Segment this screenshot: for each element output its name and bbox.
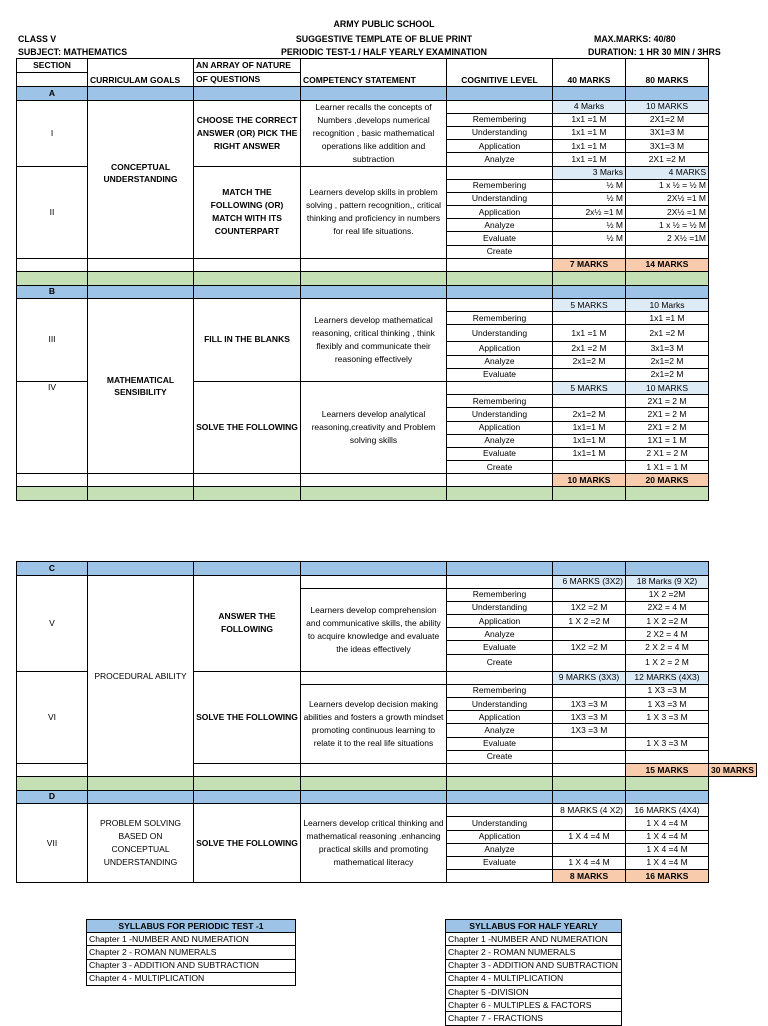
marks-80: 1 X 3 =3 M [626, 737, 709, 750]
cognitive-level: Create [447, 245, 553, 258]
template-title: SUGGESTIVE TEMPLATE OF BLUE PRINT [295, 34, 473, 44]
marks-40: 1X3 =3 M [553, 698, 626, 711]
marks-80: 3X1=3 M [626, 140, 709, 153]
cognitive-level: Remembering [447, 113, 553, 126]
marks-40 [553, 628, 626, 641]
cognitive-level: Application [447, 342, 553, 355]
marks-80-header: 18 Marks (9 X2) [626, 575, 709, 588]
cognitive-level: Application [447, 830, 553, 843]
marks-80-header: 10 Marks [626, 299, 709, 312]
section-c-label: C [17, 562, 88, 576]
competency-statement: Learners develop comprehension and communicative skills, the ability to acquire knowledge and evaluate the ideas effectively [301, 588, 447, 671]
section-b-total-80: 20 MARKS [626, 474, 709, 487]
marks-40: 1X2 =2 M [553, 601, 626, 614]
marks-40-header: 3 Marks [553, 166, 626, 179]
school-name: ARMY PUBLIC SCHOOL [333, 19, 435, 29]
marks-40: 1 X 2 =2 M [553, 615, 626, 628]
blueprint-table-ab [16, 58, 709, 501]
marks-40: ½ M [553, 232, 626, 245]
marks-80-header: 4 MARKS [626, 166, 709, 179]
cognitive-level: Understanding [447, 126, 553, 139]
marks-40-header: 9 MARKS (3X3) [553, 671, 626, 684]
syllabus-item: Chapter 2 - ROMAN NUMERALS [87, 946, 296, 959]
marks-80: 2X1 = 2 M [626, 395, 709, 408]
marks-40 [553, 245, 626, 258]
marks-40: 2x1=2 M [553, 408, 626, 421]
syllabus-item: Chapter 1 -NUMBER AND NUMERATION [87, 933, 296, 946]
question-nature: SOLVE THE FOLLOWING [194, 804, 301, 883]
syllabus-title: SYLLABUS FOR PERIODIC TEST -1 [87, 920, 296, 933]
marks-80: 1 x ½ = ½ M [626, 179, 709, 192]
marks-80: 1x1 =1 M [626, 312, 709, 325]
cognitive-level: Remembering [447, 395, 553, 408]
cognitive-level: Evaluate [447, 737, 553, 750]
marks-40 [553, 750, 626, 763]
marks-40: 1X2 =2 M [553, 641, 626, 654]
question-nature: SOLVE THE FOLLOWING [194, 671, 301, 763]
section-b-label: B [17, 285, 88, 299]
marks-40 [553, 843, 626, 856]
marks-80: 2x1=2 M [626, 355, 709, 368]
syllabus-item: Chapter 2 - ROMAN NUMERALS [446, 946, 622, 959]
col-array-line2: OF QUESTIONS [194, 73, 301, 87]
marks-40: 1x1=1 M [553, 434, 626, 447]
cognitive-level: Evaluate [447, 368, 553, 381]
marks-80: 3x1=3 M [626, 342, 709, 355]
marks-80: 2X½ =1 M [626, 192, 709, 205]
col-array-line1: AN ARRAY OF NATURE [194, 59, 301, 73]
marks-80: 2X2 = 4 M [626, 601, 709, 614]
cognitive-level: Evaluate [447, 641, 553, 654]
cognitive-level: Evaluate [447, 232, 553, 245]
marks-80: 1 X1 = 1 M [626, 461, 709, 474]
cognitive-level: Create [447, 654, 553, 671]
marks-40: ½ M [553, 192, 626, 205]
syllabus-half-yearly [445, 919, 622, 1026]
marks-80 [626, 724, 709, 737]
syllabus-title: SYLLABUS FOR HALF YEARLY [446, 920, 622, 933]
cognitive-level: Analyze [447, 843, 553, 856]
curricular-goal: PROBLEM SOLVING BASED ON CONCEPTUAL UNDERSTANDING [88, 804, 194, 883]
marks-80-header: 16 MARKS (4X4) [626, 804, 709, 817]
marks-40-header: 5 MARKS [553, 299, 626, 312]
question-nature: FILL IN THE BLANKS [194, 299, 301, 382]
cognitive-level: Analyze [447, 219, 553, 232]
marks-80: 2x1 =2 M [626, 325, 709, 342]
marks-40-header: 5 MARKS [553, 381, 626, 394]
marks-80: 1 x ½ = ½ M [626, 219, 709, 232]
cognitive-level: Understanding [447, 817, 553, 830]
marks-80: 1 X 4 =4 M [626, 843, 709, 856]
marks-80: 2X½ =1 M [626, 206, 709, 219]
col-cognitive: COGNITIVE LEVEL [447, 59, 553, 87]
question-number: I [17, 100, 88, 166]
competency-statement: Learners develop mathematical reasoning, critical thinking , think flexibly and communicate their reasoning effectively [301, 299, 447, 382]
marks-80: 1 X 3 =3 M [626, 711, 709, 724]
marks-40 [553, 737, 626, 750]
marks-80-header: 10 MARKS [626, 381, 709, 394]
section-d-total-80: 16 MARKS [626, 870, 709, 883]
question-number: III [17, 299, 88, 382]
marks-80: 2 X 2 = 4 M [626, 641, 709, 654]
marks-80: 1X1 = 1 M [626, 434, 709, 447]
section-d-label: D [17, 790, 88, 804]
competency-statement: Learners develop decision making abilities and fosters a growth mindset promoting continuous learning to relate it to the real life situations [301, 684, 447, 763]
cognitive-level: Remembering [447, 179, 553, 192]
question-nature: ANSWER THE FOLLOWING [194, 575, 301, 671]
section-c-total-80: 30 MARKS [709, 763, 757, 776]
cognitive-level: Understanding [447, 325, 553, 342]
marks-40: ½ M [553, 219, 626, 232]
competency-statement: Learner recalls the concepts of Numbers ,develops numerical recognition , basic mathematical operations like addition and subtraction [301, 100, 447, 166]
cognitive-level: Evaluate [447, 447, 553, 460]
cognitive-level: Application [447, 711, 553, 724]
cognitive-level: Application [447, 421, 553, 434]
competency-statement: Learners develop analytical reasoning,creativity and Problem solving skills [301, 381, 447, 473]
cognitive-level: Understanding [447, 192, 553, 205]
curricular-goal: CONCEPTUAL UNDERSTANDING [88, 100, 194, 258]
cognitive-level: Create [447, 461, 553, 474]
marks-80: 1 X 4 =4 M [626, 856, 709, 869]
marks-80: 1 X3 =3 M [626, 698, 709, 711]
marks-40-header: 6 MARKS (3X2) [553, 575, 626, 588]
cognitive-level: Application [447, 615, 553, 628]
cognitive-level: Remembering [447, 312, 553, 325]
section-a-label: A [17, 87, 88, 101]
question-number: IV [17, 381, 88, 473]
section-a-total-40: 7 MARKS [553, 258, 626, 271]
question-number: V [17, 575, 88, 671]
marks-40: 2x1 =2 M [553, 342, 626, 355]
marks-80: 1 X3 =3 M [626, 684, 709, 697]
section-d-total-40: 8 MARKS [553, 870, 626, 883]
syllabus-periodic-test [86, 919, 296, 986]
syllabus-item: Chapter 3 - ADDITION AND SUBTRACTION [446, 959, 622, 972]
marks-40: 1x1 =1 M [553, 140, 626, 153]
marks-80-header: 10 MARKS [626, 100, 709, 113]
cognitive-level: Understanding [447, 698, 553, 711]
question-number: II [17, 166, 88, 258]
marks-40: 1x1 =1 M [553, 153, 626, 166]
marks-40 [553, 588, 626, 601]
marks-80: 3X1=3 M [626, 126, 709, 139]
marks-40: 1x1=1 M [553, 447, 626, 460]
marks-80: 1 X 4 =4 M [626, 830, 709, 843]
marks-80: 1 X 2 = 2 M [626, 654, 709, 671]
marks-40: 1x1 =1 M [553, 126, 626, 139]
marks-80 [626, 750, 709, 763]
cognitive-level: Remembering [447, 684, 553, 697]
subject-label: SUBJECT: MATHEMATICS [18, 47, 128, 57]
marks-40: 2x½ =1 M [553, 206, 626, 219]
marks-40: 1x1 =1 M [553, 113, 626, 126]
competency-statement: Learners develop skills in problem solving , pattern recognition,, critical thinking and proficiency in numbers for real life situations. [301, 166, 447, 258]
cognitive-level: Application [447, 140, 553, 153]
marks-40: 1X3 =3 M [553, 711, 626, 724]
max-marks: MAX.MARKS: 40/80 [594, 34, 676, 44]
marks-80: 2X1=2 M [626, 113, 709, 126]
question-nature: CHOOSE THE CORRECT ANSWER (OR) PICK THE RIGHT ANSWER [194, 100, 301, 166]
cognitive-level: Application [447, 206, 553, 219]
marks-40: 1X3 =3 M [553, 724, 626, 737]
syllabus-item: Chapter 6 - MULTIPLES & FACTORS [446, 999, 622, 1012]
cognitive-level: Analyze [447, 724, 553, 737]
cognitive-level: Understanding [447, 601, 553, 614]
cognitive-level: Analyze [447, 355, 553, 368]
marks-40: 1x1=1 M [553, 421, 626, 434]
marks-40 [553, 654, 626, 671]
syllabus-item: Chapter 5 -DIVISION [446, 985, 622, 998]
marks-80: 1 X 4 =4 M [626, 817, 709, 830]
question-nature: MATCH THE FOLLOWING (OR) MATCH WITH ITS COUNTERPART [194, 166, 301, 258]
question-number: VI [17, 671, 88, 763]
marks-40 [553, 817, 626, 830]
blueprint-table-cd [16, 561, 757, 883]
syllabus-item: Chapter 3 - ADDITION AND SUBTRACTION [87, 959, 296, 972]
cognitive-level: Remembering [447, 588, 553, 601]
syllabus-item: Chapter 4 - MULTIPLICATION [446, 972, 622, 985]
marks-80: 2X1 =2 M [626, 153, 709, 166]
marks-40-header: 4 Marks [553, 100, 626, 113]
marks-80: 2x1=2 M [626, 368, 709, 381]
section-c-total-40: 15 MARKS [626, 763, 709, 776]
class-label: CLASS V [18, 34, 57, 44]
marks-80: 2X1 = 2 M [626, 421, 709, 434]
competency-statement: Learners develop critical thinking and mathematical reasoning .enhancing practical skills and promoting mathematical literacy [301, 804, 447, 883]
marks-40: 1 X 4 =4 M [553, 830, 626, 843]
marks-40-header: 8 MARKS (4 X2) [553, 804, 626, 817]
col-40-marks: 40 MARKS [553, 59, 626, 87]
cognitive-level: Analyze [447, 628, 553, 641]
duration: DURATION: 1 HR 30 MIN / 3HRS [588, 47, 721, 57]
marks-40: 2x1=2 M [553, 355, 626, 368]
cognitive-level: Analyze [447, 153, 553, 166]
syllabus-item: Chapter 7 - FRACTIONS [446, 1012, 622, 1025]
marks-40 [553, 461, 626, 474]
marks-80: 1X 2 =2M [626, 588, 709, 601]
curricular-goal: MATHEMATICAL SENSIBILITY [88, 299, 194, 474]
marks-80: 2X1 = 2 M [626, 408, 709, 421]
curricular-goal: PROCEDURAL ABILITY [88, 575, 194, 777]
col-section: SECTION [17, 59, 88, 73]
question-number: VII [17, 804, 88, 883]
syllabus-item: Chapter 1 -NUMBER AND NUMERATION [446, 933, 622, 946]
marks-80-header: 12 MARKS (4X3) [626, 671, 709, 684]
section-a-total-80: 14 MARKS [626, 258, 709, 271]
cognitive-level: Analyze [447, 434, 553, 447]
marks-80: 2 X1 = 2 M [626, 447, 709, 460]
col-80-marks: 80 MARKS [626, 59, 709, 87]
marks-40: ½ M [553, 179, 626, 192]
marks-40 [553, 395, 626, 408]
exam-title: PERIODIC TEST-1 / HALF YEARLY EXAMINATION [281, 47, 487, 57]
marks-40: 1 X 4 =4 M [553, 856, 626, 869]
marks-80 [626, 245, 709, 258]
col-competency: COMPETENCY STATEMENT [301, 59, 447, 87]
marks-80: 2 X½ =1M [626, 232, 709, 245]
cognitive-level: Create [447, 750, 553, 763]
question-nature: SOLVE THE FOLLOWING [194, 381, 301, 473]
cognitive-level: Evaluate [447, 856, 553, 869]
marks-80: 1 X 2 =2 M [626, 615, 709, 628]
syllabus-item: Chapter 4 - MULTIPLICATION [87, 972, 296, 985]
marks-40 [553, 684, 626, 697]
marks-40 [553, 368, 626, 381]
section-b-total-40: 10 MARKS [553, 474, 626, 487]
marks-40 [553, 312, 626, 325]
marks-80: 2 X2 = 4 M [626, 628, 709, 641]
cognitive-level: Understanding [447, 408, 553, 421]
col-goals: CURRICULAM GOALS [88, 59, 194, 87]
marks-40: 1x1 =1 M [553, 325, 626, 342]
